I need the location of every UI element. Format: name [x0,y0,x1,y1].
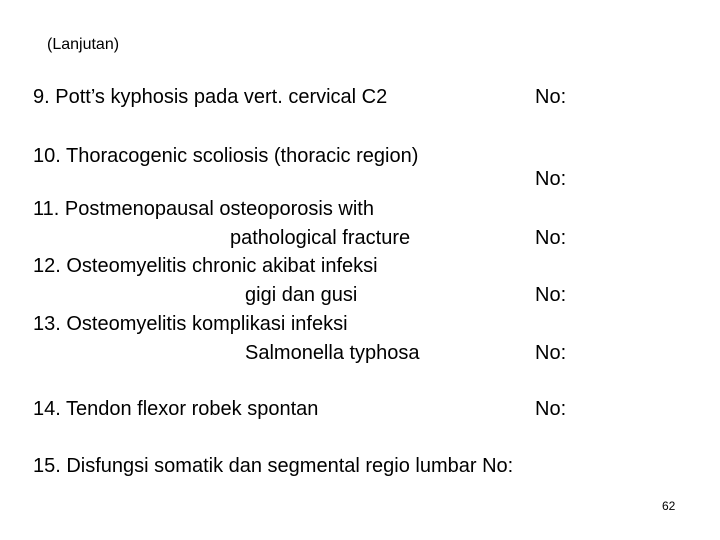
list-item-10: 10. Thoracogenic scoliosis (thoracic region) [33,145,419,167]
list-item-9-no: No: [535,86,567,108]
page-number: 62 [662,499,676,513]
subtitle: (Lanjutan) [47,36,120,53]
list-item-14-no: No: [535,398,567,420]
list-item-13-line1: 13. Osteomyelitis komplikasi infeksi [33,313,348,335]
list-item-14: 14. Tendon flexor robek spontan [33,398,319,420]
list-item-13-line2: Salmonella typhosa [245,342,420,364]
list-item-11-no: No: [535,227,567,249]
list-item-12-line1: 12. Osteomyelitis chronic akibat infeksi [33,255,378,277]
list-item-13-no: No: [535,342,567,364]
list-item-9: 9. Pott’s kyphosis pada vert. cervical C2 [33,86,388,108]
list-item-12-no: No: [535,284,567,306]
list-item-10-no: No: [535,168,567,190]
list-item-11-line1: 11. Postmenopausal osteoporosis with [33,198,374,220]
list-item-12-line2: gigi dan gusi [245,284,358,306]
list-item-15: 15. Disfungsi somatik dan segmental regio lumbar No: [33,455,514,477]
list-item-11-line2: pathological fracture [230,227,411,249]
